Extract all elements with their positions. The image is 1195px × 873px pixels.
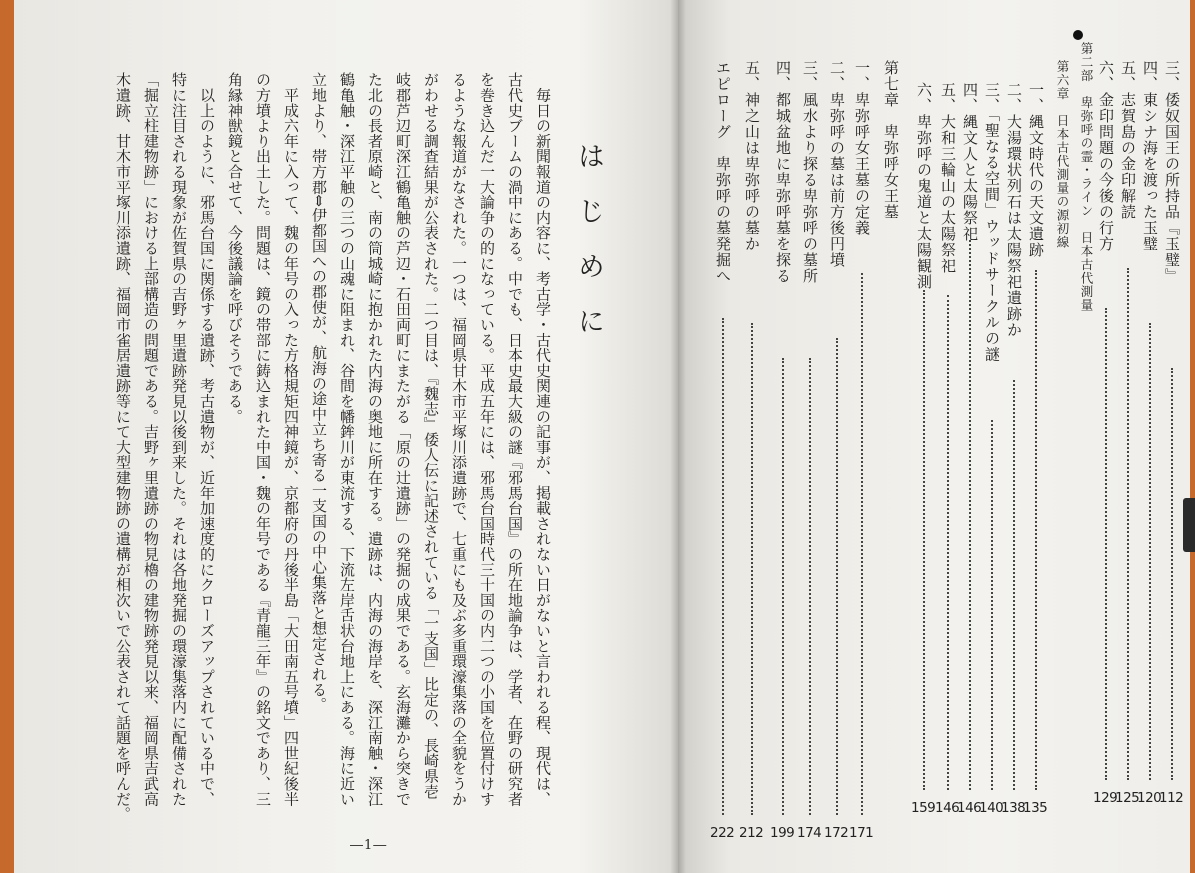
leader-dots: [722, 318, 724, 815]
leader-dots: [751, 323, 753, 815]
text-column: 立地より、帯方郡⇔伊都国への郡使が、航海の途中立ち寄る一支国の中心集落と想定される。: [310, 72, 328, 713]
toc-page-number: 140: [979, 800, 1004, 816]
leader-dots: [1035, 270, 1037, 790]
leader-dots: [969, 240, 971, 790]
leader-dots: [923, 290, 925, 790]
text-column: 特に注目される現象が佐賀県の吉野ヶ里遺跡発見以後到来した。それは各地発掘の環濠集落内に配備された: [170, 72, 188, 807]
toc-page-number: 212: [739, 825, 764, 841]
book-gutter: [670, 0, 686, 873]
toc-entry-title[interactable]: 四、都城盆地に卑弥呼墓を探る: [774, 60, 792, 284]
page-tab-marker: [1183, 498, 1195, 552]
text-column: を巻き込んだ一大論争の的になっている。平成五年には、邪馬台国時代三十国の内二つの小国を位置付けす: [478, 72, 496, 807]
toc-heading: 第六章 日本古代測量の源初線: [1055, 60, 1070, 249]
toc-page-number: 172: [824, 825, 849, 841]
toc-entry-title[interactable]: 四、縄文人と太陽祭祀: [961, 82, 979, 242]
toc-page-number: 171: [849, 825, 874, 841]
leader-dots: [1149, 323, 1151, 780]
leader-dots: [1013, 380, 1015, 790]
text-column: 角縁神獣鏡と合せて、今後議論を呼びそうである。: [226, 72, 244, 424]
text-column: た北の長者原崎と、南の筒城崎に抱かれた内海の奥地に所在する。遺跡は、内海の海岸を、深江南触・深江: [366, 72, 384, 807]
text-column: 古代史ブームの渦中にある。中でも、日本史最大級の謎『邪馬台国』の所在地論争は、学者、在野の研究者: [506, 72, 524, 807]
toc-page-number: 138: [1001, 800, 1026, 816]
page-heading: はじめに: [573, 142, 604, 362]
toc-entry-title[interactable]: 一、卑弥呼女王墓の定義: [853, 60, 871, 236]
leader-dots: [1105, 308, 1107, 780]
text-column: がわせる調査結果が公表された。二つ目は、『魏志』倭人伝に記述されている「一支国」比定の、長崎県壱: [422, 72, 440, 799]
text-column: 鶴亀触・深江平触の三つの山魂に阻まれ、谷間を幡鉾川が東流する、下流左岸舌状台地上にある。海に近い: [338, 72, 356, 807]
toc-entry-title[interactable]: 五、志賀島の金印解読: [1119, 60, 1137, 220]
toc-page-number: 129: [1093, 790, 1118, 806]
toc-entry-title[interactable]: 二、大湯環状列石は太陽祭祀遺跡か: [1005, 82, 1023, 338]
toc-entry-title[interactable]: 三、「聖なる空間」ウッドサークルの謎: [983, 82, 1001, 363]
toc-entry-title[interactable]: 六、卑弥呼の鬼道と太陽観測: [915, 82, 933, 290]
toc-page-number: 125: [1115, 790, 1140, 806]
leader-dots: [861, 273, 863, 815]
text-column: の方墳より出土した。問題は、鏡の帯部に鋳込まれた中国・魏の年号である『青龍三年』の銘文であり、三: [254, 72, 272, 807]
leader-dots: [836, 338, 838, 815]
toc-heading: 第七章 卑弥呼女王墓: [882, 60, 900, 220]
toc-page-number: 146: [957, 800, 982, 816]
toc-entry-title[interactable]: 五、大和三輪山の太陽祭祀: [939, 82, 957, 274]
toc-entry-title[interactable]: 一、縄文時代の天文遺跡: [1027, 82, 1045, 258]
toc-entry-title[interactable]: 二、卑弥呼の墓は前方後円墳: [828, 60, 846, 268]
leader-dots: [1171, 368, 1173, 780]
text-column: 岐郡芦辺町深江鶴亀触の芦辺・石田両町にまたがる「原の辻遺跡」の発掘の成果である。玄海灘から突きで: [394, 72, 412, 807]
toc-page-number: 174: [797, 825, 822, 841]
toc-entry-title[interactable]: 六、金印問題の今後の行方: [1097, 60, 1115, 252]
page-number: ―1―: [350, 838, 388, 853]
text-column: るような報道がなされた。一つは、福岡県甘木市平塚川添遺跡で、七重にも及ぶ多重環濠集落の全貌をうか: [450, 72, 468, 807]
toc-heading: 第二部 卑弥呼の霊・ライン 日本古代測量: [1079, 42, 1094, 312]
text-column: 毎日の新聞報道の内容に、考古学・古代史関連の記事が、掲載されない日がないと言われる程、現代は、: [534, 72, 552, 807]
toc-entry-title[interactable]: 三、風水より探る卑弥呼の墓所: [801, 60, 819, 284]
toc-entry-title[interactable]: 三、倭奴国王の所持品『玉璧』: [1163, 60, 1181, 284]
leader-dots: [947, 295, 949, 790]
leader-dots: [1127, 268, 1129, 780]
toc-page-number: 199: [770, 825, 795, 841]
toc-page-number: 120: [1137, 790, 1162, 806]
bullet-marker: [1073, 30, 1083, 40]
toc-page-number: 146: [935, 800, 960, 816]
toc-page-number: 112: [1159, 790, 1184, 806]
toc-page-number: 222: [710, 825, 735, 841]
text-column: 平成六年に入って、魏の年号の入った方格規矩四神鏡が、京都府の丹後半島「大田南五号墳」四世紀後半: [282, 72, 300, 807]
text-column: 以上のように、邪馬台国に関係する遺跡、考古遺物が、近年加速度的にクローズアップされている中で、: [198, 72, 216, 807]
text-column: 「掘立柱建物跡」における上部構造の問題である。吉野ヶ里遺跡の物見櫓の建物跡発見以来、福岡県吉武高: [142, 72, 160, 807]
toc-page-number: 159: [911, 800, 936, 816]
leader-dots: [991, 420, 993, 790]
leader-dots: [782, 358, 784, 815]
toc-entry-title[interactable]: エピローグ 卑弥呼の墓発掘へ: [714, 60, 732, 284]
leader-dots: [809, 358, 811, 815]
text-column: 木遺跡、甘木市平塚川添遺跡、福岡市雀居遺跡等にて大型建物跡の遺構が相次いで公表されて話題を呼んだ。: [114, 72, 132, 822]
toc-entry-title[interactable]: 五、神之山は卑弥呼の墓か: [743, 60, 761, 252]
toc-page-number: 135: [1023, 800, 1048, 816]
toc-entry-title[interactable]: 四、東シナ海を渡った玉璧: [1141, 60, 1159, 252]
